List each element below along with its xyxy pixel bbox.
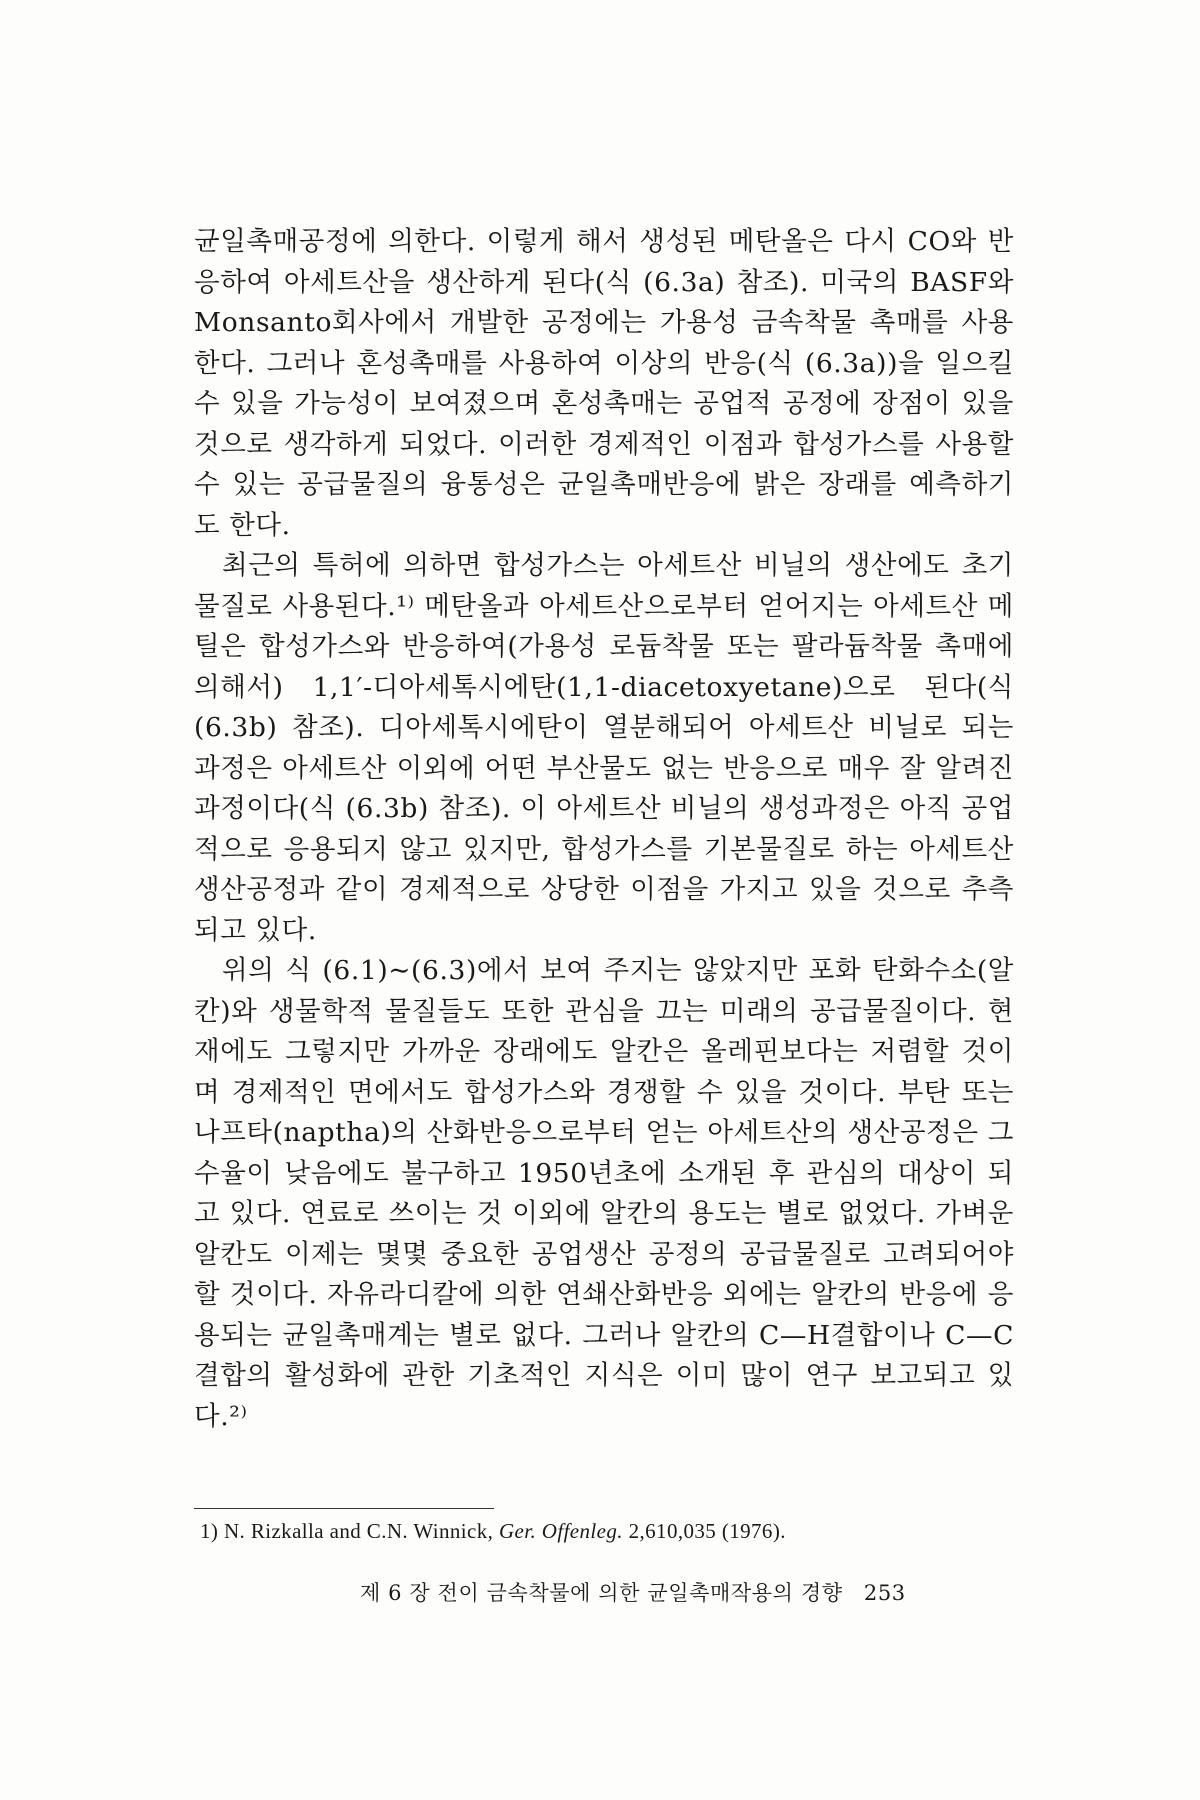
footnote-divider xyxy=(194,1508,494,1509)
footnote-details: 2,610,035 (1976). xyxy=(628,1519,786,1543)
chapter-title: 제 6 장 전이 금속착물에 의한 균일촉매작용의 경향 xyxy=(360,1581,843,1605)
paragraph-2: 최근의 특허에 의하면 합성가스는 아세트산 비닐의 생산에도 초기물질로 사용된다.¹⁾ 메탄올과 아세트산으로부터 얻어지는 아세트산 메틸은 합성가스와 반응하여(가용성 로듐착물 또는 팔라듐착물 촉매에 의해서) 1,1′-디아세톡시에탄(1,1-diacetoxyetane)으로 된다(식 (6.3b) 참조). 디아세톡시에탄이 열분해되어 아세트산 비닐로 되는 과정은 아세트산 이외에 어떤 부산물도 없는 반응으로 매우 잘 알려진 과정이다(식 (6.3b) 참조). 이 아세트산 비닐의 생성과정은 아직 공업적으로 응용되지 않고 있지만, 합성가스를 기본물질로 하는 아세트산 생산공정과 같이 경제적으로 상당한 이점을 가지고 있을 것으로 추측되고 있다. xyxy=(194,550,1014,946)
footnote-journal: Ger. Offenleg. xyxy=(498,1519,623,1543)
running-footer xyxy=(360,1578,1020,1608)
paragraph-3: 위의 식 (6.1)∼(6.3)에서 보여 주지는 않았지만 포화 탄화수소(알칸)와 생물학적 물질들도 또한 관심을 끄는 미래의 공급물질이다. 현재에도 그렇지만 가까운 장래에도 알칸은 올레핀보다는 저렴할 것이며 경제적인 면에서도 합성가스와 경쟁할 수 있을 것이다. 부탄 또는 나프타(naptha)의 산화반응으로부터 얻는 아세트산의 생산공정은 그 수율이 낮음에도 불구하고 1950년초에 소개된 후 관심의 대상이 되고 있다. 연료로 쓰이는 것 이외에 알칸의 용도는 별로 없었다. 가벼운 알칸도 이제는 몇몇 중요한 공업생산 공정의 공급물질로 고려되어야 할 것이다. 자유라디칼에 의한 연쇄산화반응 외에는 알칸의 반응에 응용되는 균일촉매계는 별로 없다. 그러나 알칸의 C—H결합이나 C—C결합의 활성화에 관한 기초적인 지식은 이미 많이 연구 보고되고 있다.²⁾ xyxy=(194,955,1014,1432)
footnote-marker: 1) xyxy=(200,1519,219,1543)
body-text xyxy=(194,222,1014,1437)
footnote-authors: N. Rizkalla and C.N. Winnick, xyxy=(223,1519,494,1543)
paragraph-1: 균일촉매공정에 의한다. 이렇게 해서 생성된 메탄올은 다시 CO와 반응하여 아세트산을 생산하게 된다(식 (6.3a) 참조). 미국의 BASF와 Monsanto회사에서 개발한 공정에는 가용성 금속착물 촉매를 사용한다. 그러나 혼성촉매를 사용하여 이상의 반응(식 (6.3a))을 일으킬 수 있을 가능성이 보여졌으며 혼성촉매는 공업적 공정에 장점이 있을 것으로 생각하게 되었다. 이러한 경제적인 이점과 합성가스를 사용할 수 있는 공급물질의 융통성은 균일촉매반응에 밝은 장래를 예측하기도 한다. xyxy=(194,226,1014,541)
page-number: 253 xyxy=(863,1581,906,1605)
footnote xyxy=(200,1516,1020,1546)
